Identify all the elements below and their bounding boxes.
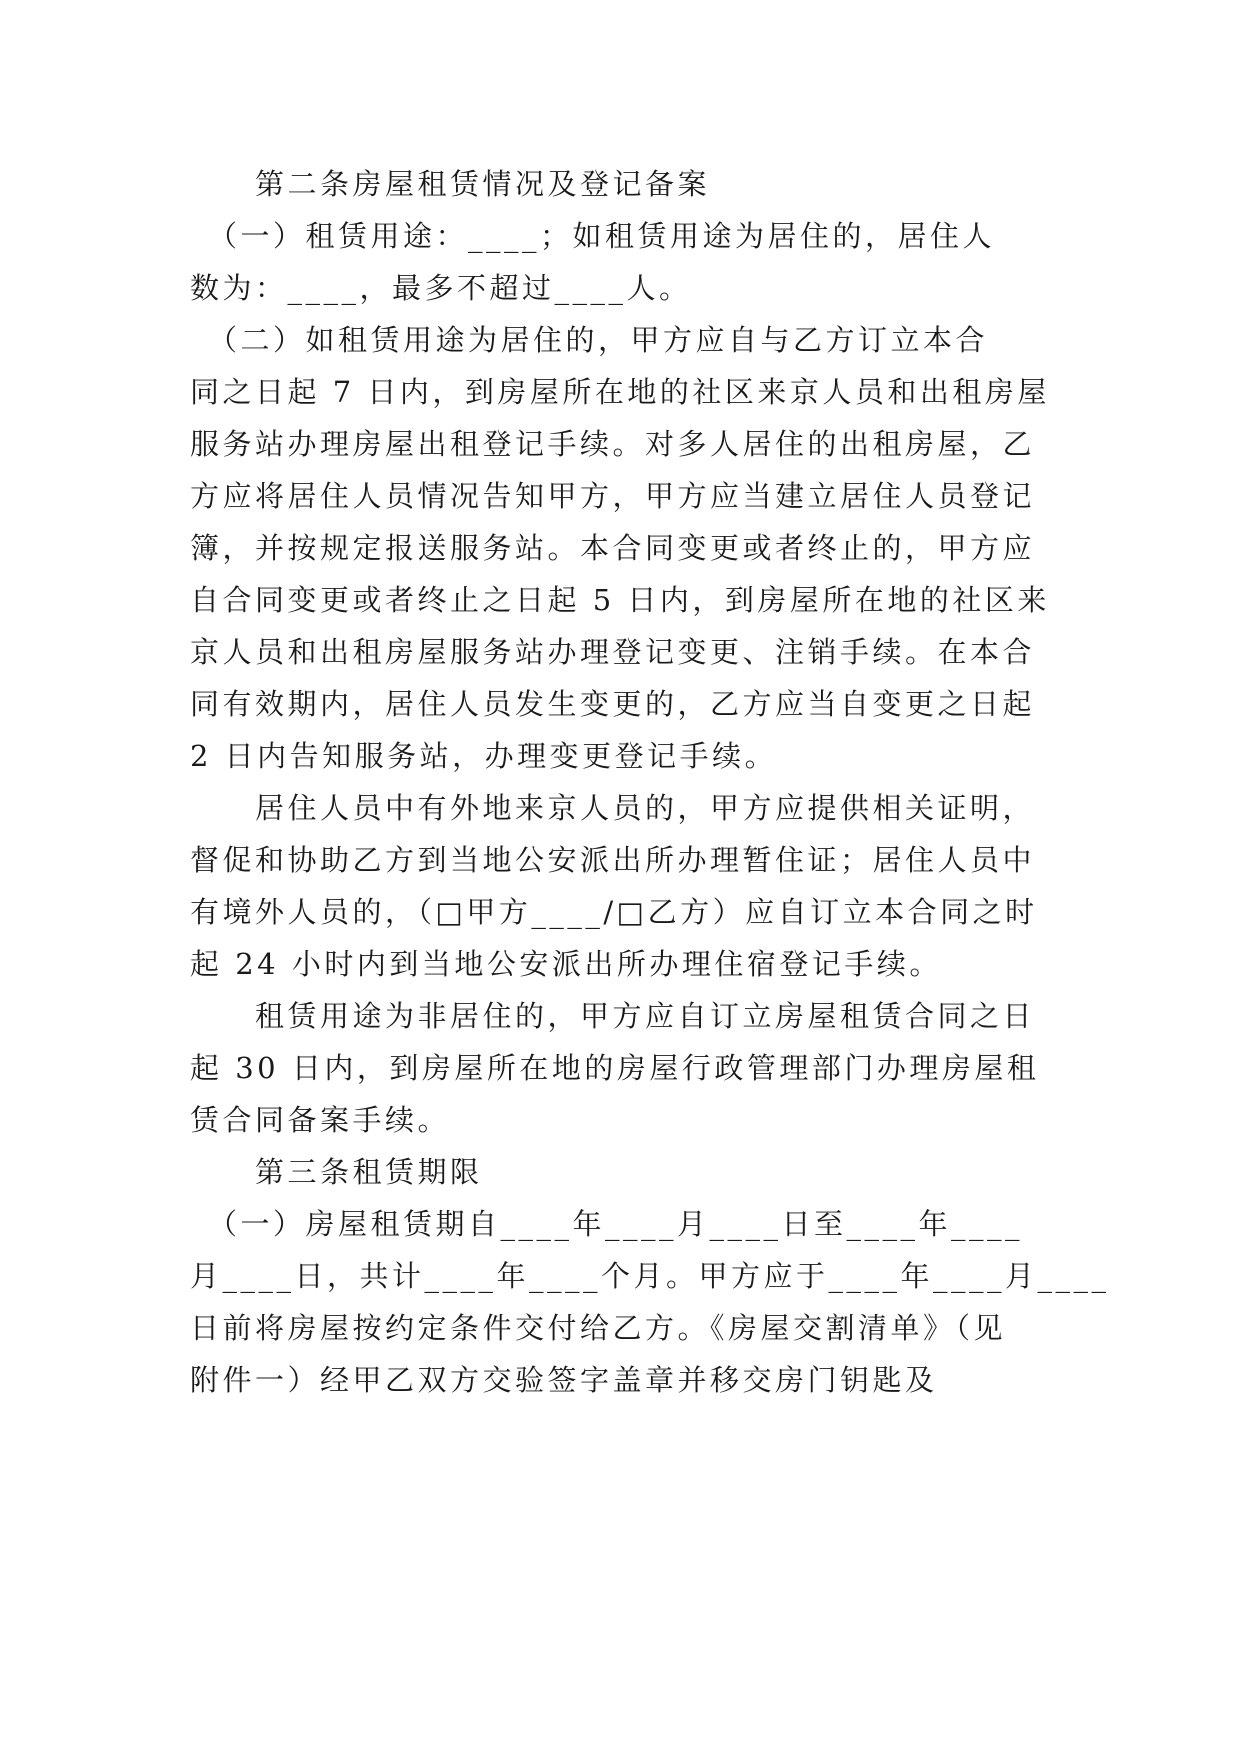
text-line: 有境外人员的，（□甲方____/□乙方）应自订立本合同之时 [190, 895, 1038, 929]
text-line: 服务站办理房屋出租登记手续。对多人居住的出租房屋，乙 [190, 427, 1036, 461]
text-line: 起 24 小时内到当地公安派出所办理住宿登记手续。 [190, 947, 942, 981]
text-line: 2 日内告知服务站，办理变更登记手续。 [190, 739, 778, 773]
text-line: 京人员和出租房屋服务站办理登记变更、注销手续。在本合 [190, 635, 1036, 669]
text-line: 方应将居住人员情况告知甲方，甲方应当建立居住人员登记 [190, 479, 1036, 513]
text-line: 日前将房屋按约定条件交付给乙方。《房屋交割清单》（见 [190, 1311, 1007, 1345]
text-line: 簿，并按规定报送服务站。本合同变更或者终止的，甲方应 [190, 531, 1036, 565]
article-3-heading: 第三条租赁期限 [190, 1155, 483, 1189]
text-line: （一）房屋租赁期自____年____月____日至____年____ [190, 1207, 1024, 1241]
text-line: 租赁用途为非居住的，甲方应自订立房屋租赁合同之日 [190, 999, 1036, 1033]
text-line: （二）如租赁用途为居住的，甲方应自与乙方订立本合 [190, 323, 989, 357]
text-line: 赁合同备案手续。 [190, 1103, 451, 1137]
article-2-heading: 第二条房屋租赁情况及登记备案 [190, 167, 711, 201]
text-line: 督促和协助乙方到当地公安派出所办理暂住证；居住人员中 [190, 843, 1036, 877]
text-line: 起 30 日内，到房屋所在地的房屋行政管理部门办理房屋租 [190, 1051, 1040, 1085]
text-line: （一）租赁用途：____；如租赁用途为居住的，居住人 [190, 219, 996, 253]
text-line: 自合同变更或者终止之日起 5 日内，到房屋所在地的社区来 [190, 583, 1050, 617]
text-line: 数为：____，最多不超过____人。 [190, 271, 692, 305]
text-line: 附件一）经甲乙双方交验签字盖章并移交房门钥匙及 [190, 1363, 938, 1397]
contract-text [190, 158, 1110, 1406]
text-line: 月____日，共计____年____个月。甲方应于____年____月____ [190, 1259, 1110, 1293]
text-line: 同有效期内，居住人员发生变更的，乙方应当自变更之日起 [190, 687, 1036, 721]
text-line: 同之日起 7 日内，到房屋所在地的社区来京人员和出租房屋 [190, 375, 1050, 409]
text-line: 居住人员中有外地来京人员的，甲方应提供相关证明， [190, 791, 1036, 825]
